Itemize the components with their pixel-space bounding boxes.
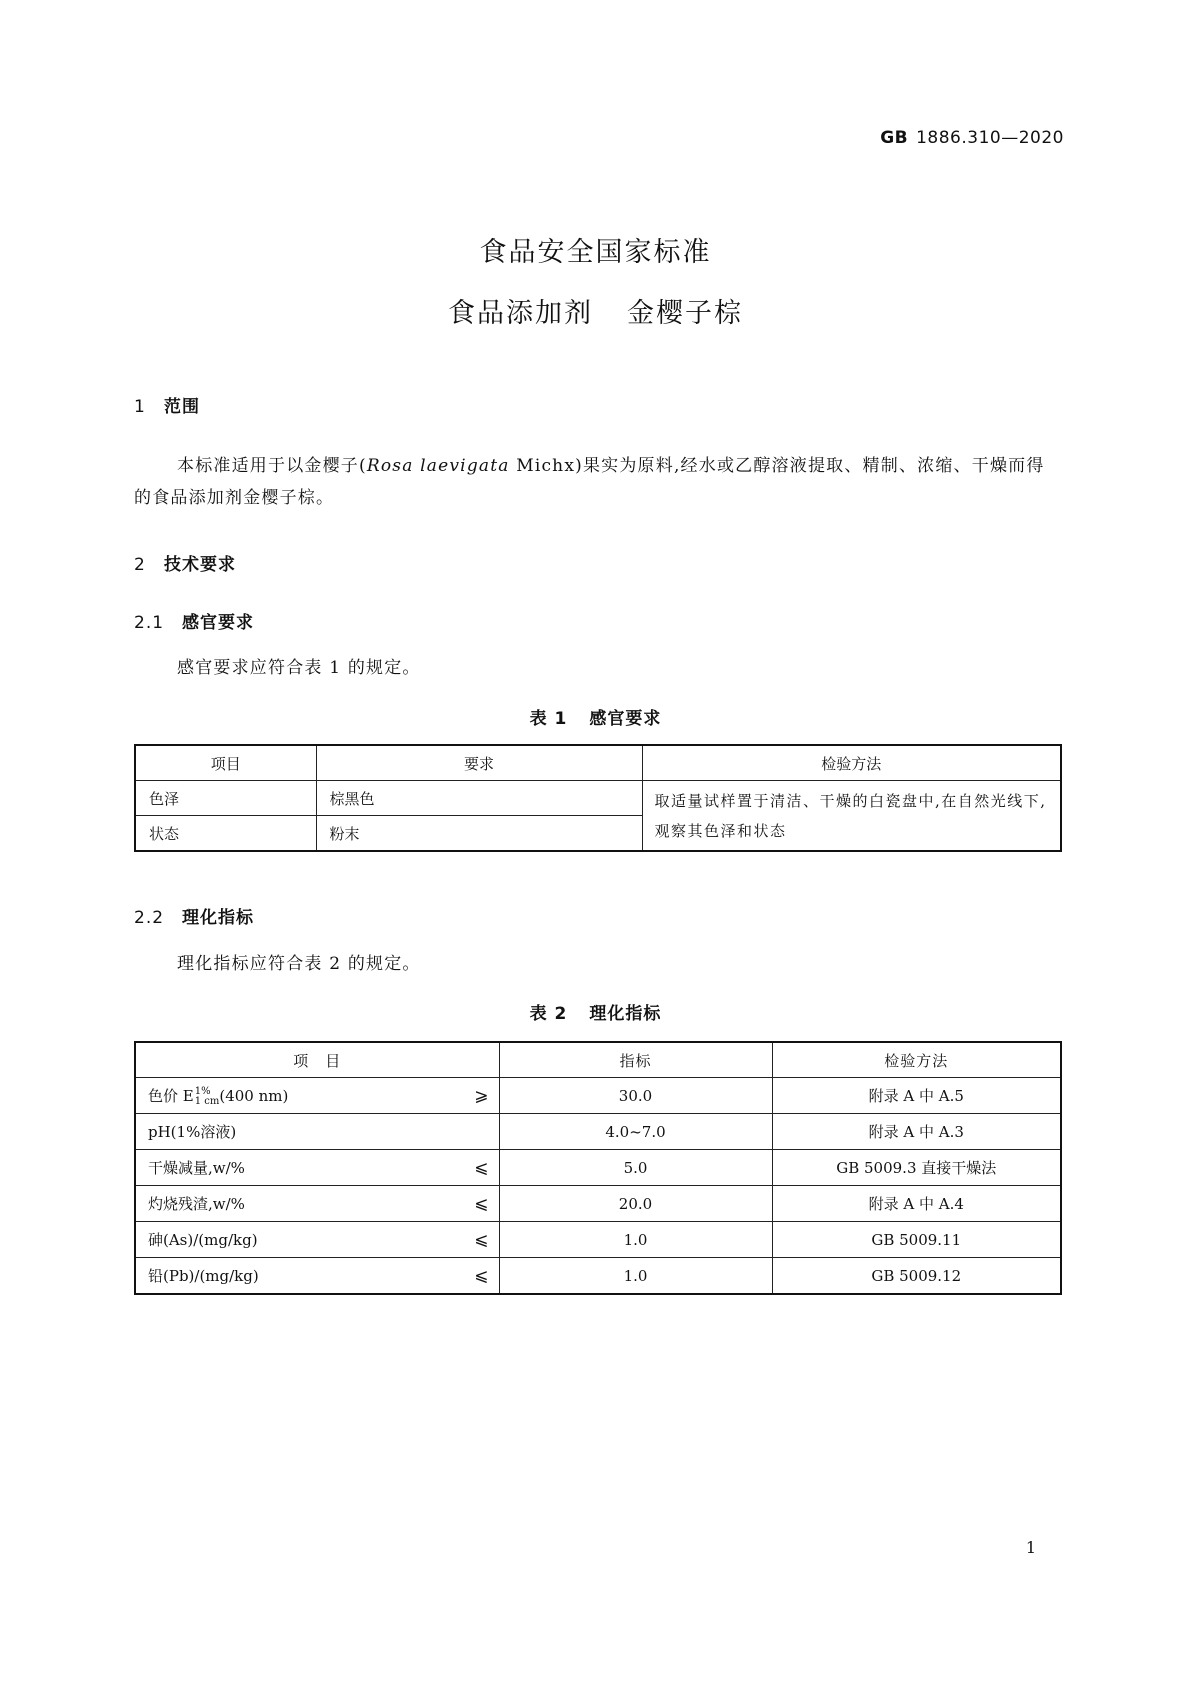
value-cell: 1.0 — [499, 1258, 772, 1295]
section-title: 理化指标 — [182, 908, 254, 928]
item-cell: 状态 — [135, 816, 316, 852]
table-2-caption: 表 2 理化指标 — [529, 1004, 662, 1024]
section-2-heading — [134, 550, 236, 575]
table-1-caption: 表 1 感官要求 — [529, 709, 662, 729]
standard-number: 1886.310—2020 — [916, 128, 1064, 148]
value-cell: 4.0~7.0 — [499, 1114, 772, 1150]
method-cell: 附录 A 中 A.5 — [772, 1078, 1061, 1114]
standard-code — [880, 128, 1064, 148]
comparison-symbol — [445, 1114, 499, 1150]
section-title: 技术要求 — [164, 555, 236, 575]
item-cell: 灼烧残渣,w/% — [135, 1186, 445, 1222]
item-scripts: 1% 1 cm — [194, 1085, 220, 1107]
section-number: 2.1 — [134, 613, 165, 633]
section-2-1-paragraph: 感官要求应符合表 1 的规定。 — [177, 658, 421, 678]
section-number: 1 — [134, 397, 146, 417]
comparison-symbol: ⩽ — [445, 1150, 499, 1186]
value-cell: 30.0 — [499, 1078, 772, 1114]
table-row — [135, 1078, 1061, 1114]
item-cell: 砷(As)/(mg/kg) — [135, 1222, 445, 1258]
table-row — [135, 1258, 1061, 1295]
column-header: 检验方法 — [772, 1042, 1061, 1078]
comparison-symbol: ⩾ — [445, 1078, 499, 1114]
requirement-cell: 棕黑色 — [316, 781, 642, 816]
column-header: 项目 — [135, 745, 316, 781]
comparison-symbol: ⩽ — [445, 1186, 499, 1222]
table-row — [135, 1150, 1061, 1186]
item-cell: 铅(Pb)/(mg/kg) — [135, 1258, 445, 1295]
section-title: 感官要求 — [182, 613, 254, 633]
table-row — [135, 781, 1061, 816]
section-2-2-paragraph: 理化指标应符合表 2 的规定。 — [177, 954, 421, 974]
document-title-sub — [0, 291, 1191, 330]
latin-name: Rosa laevigata — [366, 456, 510, 476]
column-header: 指标 — [499, 1042, 772, 1078]
table-row — [135, 1186, 1061, 1222]
section-number: 2.2 — [134, 908, 165, 928]
value-cell: 20.0 — [499, 1186, 772, 1222]
value-cell: 1.0 — [499, 1222, 772, 1258]
section-2-2-heading — [134, 903, 254, 928]
section-1-heading — [134, 392, 200, 417]
item-cell: pH(1%溶液) — [135, 1114, 445, 1150]
method-cell: 附录 A 中 A.4 — [772, 1186, 1061, 1222]
title-sub-part-a: 食品添加剂 — [448, 298, 593, 329]
method-cell: 取适量试样置于清洁、干燥的白瓷盘中,在自然光线下,观察其色泽和状态 — [642, 781, 1061, 852]
section-1-paragraph: 本标准适用于以金樱子(Rosa laevigata Michx)果实为原料,经水或乙醇溶液提取、精制、浓缩、干燥而得的食品添加剂金樱子棕。 — [134, 456, 1045, 508]
section-number: 2 — [134, 555, 146, 575]
page-number: 1 — [1025, 1538, 1036, 1557]
table-header-row — [135, 745, 1061, 781]
physicochemical-indicators-table — [134, 1041, 1062, 1295]
method-cell: GB 5009.11 — [772, 1222, 1061, 1258]
item-cell: 色泽 — [135, 781, 316, 816]
sensory-requirements-table — [134, 744, 1062, 852]
requirement-cell: 粉末 — [316, 816, 642, 852]
item-cell: 干燥减量,w/% — [135, 1150, 445, 1186]
table-header-row — [135, 1042, 1061, 1078]
column-header: 要求 — [316, 745, 642, 781]
section-title: 范围 — [164, 397, 200, 417]
column-header: 检验方法 — [642, 745, 1061, 781]
title-sub-part-b: 金樱子棕 — [627, 298, 743, 329]
method-cell: GB 5009.12 — [772, 1258, 1061, 1295]
value-cell: 5.0 — [499, 1150, 772, 1186]
document-title-main: 食品安全国家标准 — [479, 237, 712, 268]
table-row — [135, 1222, 1061, 1258]
standard-prefix: GB — [880, 128, 909, 148]
table-row — [135, 1114, 1061, 1150]
method-cell: GB 5009.3 直接干燥法 — [772, 1150, 1061, 1186]
item-cell: 色价 E 1% 1 cm (400 nm) — [135, 1078, 445, 1114]
method-cell: 附录 A 中 A.3 — [772, 1114, 1061, 1150]
column-header: 项 目 — [135, 1042, 499, 1078]
comparison-symbol: ⩽ — [445, 1258, 499, 1295]
comparison-symbol: ⩽ — [445, 1222, 499, 1258]
section-2-1-heading — [134, 608, 254, 633]
